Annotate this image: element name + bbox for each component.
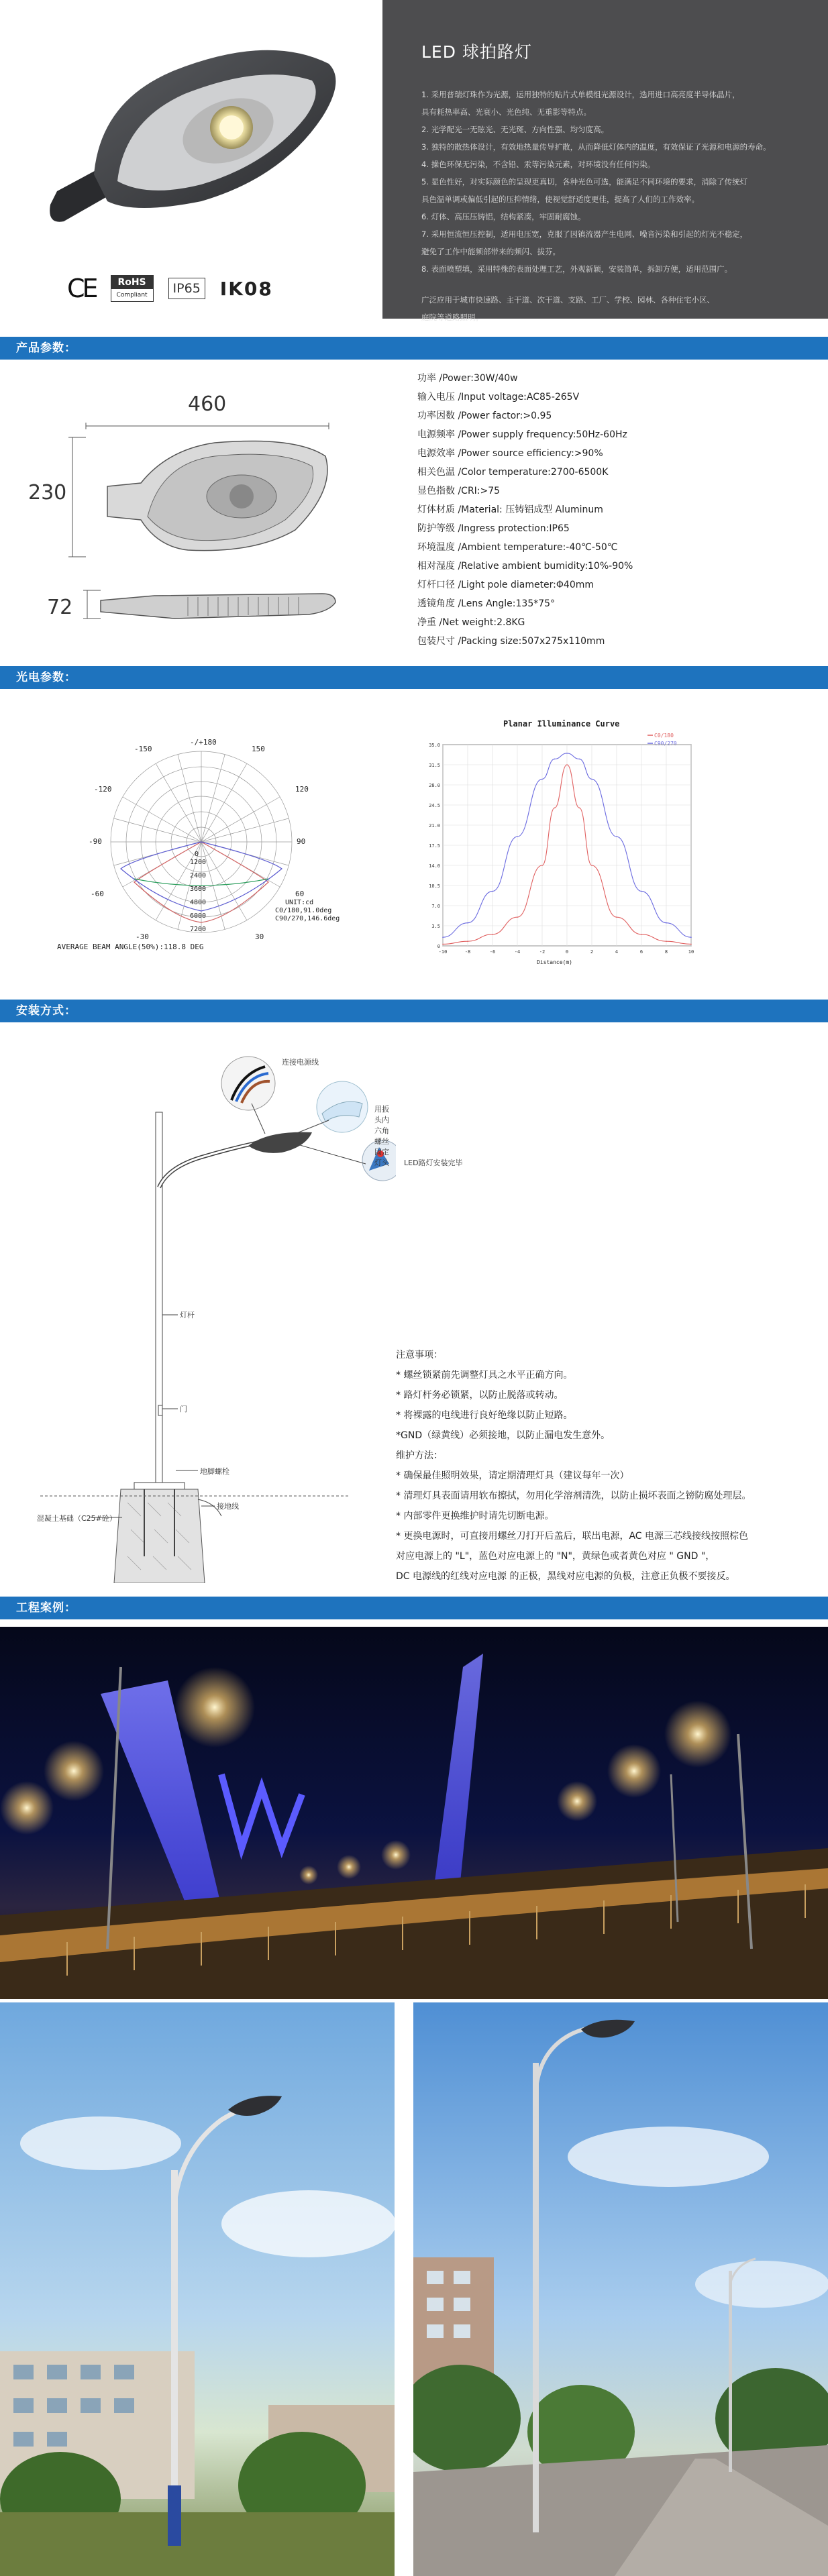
data-point	[579, 807, 580, 808]
ce-mark: CE	[67, 274, 96, 303]
spec-row: 电源效率 /Power source efficiency:>90%	[417, 448, 603, 459]
y-tick-label: 10.5	[429, 883, 440, 889]
data-point	[554, 759, 556, 760]
data-point	[666, 941, 667, 942]
callout-fix-lamp: 用扳头内六角螺丝固定灯头	[374, 1105, 389, 1167]
section-bar-photometric: 光电参数：	[0, 666, 828, 689]
notes-block: 注意事项： * 螺丝锁紧前先调整灯具之水平正确方向。 * 路灯杆务必锁紧，以防止脱落或转动。 * 将裸露的电线进行良好绝缘以防止短路。 *GND（绿黄线）必须接地，以防止漏电发生意外。 维护方法： * 确保最佳照明效果，请定期清理灯具（建议每年一次） * 清理灯具表面请用软布擦拭，勿用化学溶剂清洗，以防止损坏表面之镑防腐处理层。 * 内部零件更换维护时请先切断电源。 * 更换电源时，可直接用螺丝刀打开后盖后，联出电源，AC 电源三芯线接线按照棕色 对应电源上的 "L"，蓝色对应电源上的 "N"，黄绿色或者黄色对应 " GND "， DC 电源线的红线对应电源 的正极，黑线对应电源的负极，注意正负极不要接反。	[396, 1345, 812, 1587]
spec-list	[417, 369, 633, 651]
data-point	[666, 922, 667, 924]
x-tick-label: 10	[688, 949, 694, 955]
data-point	[442, 936, 444, 938]
section-bar-params: 产品参数：	[0, 337, 828, 360]
case-photo-street-day-2	[413, 2002, 828, 2576]
spec-row: 显色指数 /CRI:>75	[417, 486, 501, 496]
feature-list: 1. 采用普瑞灯珠作为光源，运用独特的贴片式单模组光源设计，选用进口高亮度半导体晶片， 具有耗热率高、光衰小、光色纯、无重影等特点。 2. 光学配光一无眩光、无光斑、方向性强、均匀度高。 3. 独特的散热体设计，有效地热量传导扩散，从而降低灯体内的温度，有效保证了光源和电源的寿命。 4. 操色环保无污染，不含铅、汞等污染元素，对环境没有任何污染。 5. 显色性好，对实际颜色的呈现更真切，各种光色可选，能满足不同环境的要求，消除了传统灯 具色温单调或偏低引起的压抑情绪，使视觉舒适度更佳，提高了人们的工作效率。 6. 灯体、高压压铸铝，结构紧凑，牢固耐腐蚀。 7. 采用恒流恒压控制，适用电压宽，克服了因镇流器产生电网、噪音污染和引起的灯光不稳定， 避免了工作中能频部带来的频闪、拔芬。 8. 表面喷塑填，采用特殊的表面处理工艺，外观新颖，安装简单，拆卸方便，适用范围广。	[421, 90, 771, 274]
data-point	[442, 944, 444, 945]
product-hero	[0, 0, 382, 319]
spec-row: 灯体材质 /Material: 压铸铝成型 Aluminum	[417, 504, 603, 515]
data-point	[517, 916, 518, 918]
spec-row: 相关色温 /Color temperature:2700-6500K	[417, 467, 609, 478]
x-tick-label: -4	[514, 949, 521, 955]
street-lamp-product-image	[0, 0, 382, 268]
y-tick-label: 21.0	[429, 823, 440, 828]
y-tick-label: 35.0	[429, 743, 440, 748]
spec-row: 包装尺寸 /Packing size:507x275x110mm	[417, 636, 605, 647]
ip-rating-badge: IP65	[168, 278, 205, 299]
data-point	[616, 916, 617, 918]
data-point	[641, 891, 642, 892]
ik-rating: IK08	[219, 277, 273, 300]
product-intro-panel	[382, 0, 828, 322]
y-tick-label: 7.0	[431, 904, 440, 909]
data-point	[690, 944, 692, 945]
dim-thickness: 72	[47, 596, 73, 619]
spec-row: 净重 /Net weight:2.8KG	[417, 617, 525, 628]
product-title: LED 球拍路灯	[421, 42, 532, 62]
data-point	[541, 865, 543, 866]
certification-row	[67, 275, 273, 302]
x-tick-label: 8	[664, 949, 668, 955]
x-tick-label: -6	[489, 949, 496, 955]
notes-heading: 注意事项：	[396, 1350, 443, 1360]
spec-row: 灯杆口径 /Light pole diameter:Φ40mm	[417, 580, 594, 590]
section-bar-cases: 工程案例：	[0, 1597, 828, 1619]
x-tick-label: 4	[615, 949, 619, 955]
polar-grid	[94, 738, 349, 959]
maintenance-heading: 维护方法：	[396, 1450, 443, 1461]
label-anchor-bolt: 地脚螺栓	[200, 1467, 229, 1476]
dimension-drawing	[13, 389, 389, 644]
x-tick-label: 6	[639, 949, 643, 955]
y-tick-label: 24.5	[429, 803, 440, 808]
y-tick-label: 31.5	[429, 763, 440, 768]
dim-height: 230	[28, 481, 67, 504]
legend-entry: C0/180	[654, 733, 674, 739]
data-point	[579, 759, 580, 760]
data-point	[554, 807, 556, 808]
data-point	[641, 934, 642, 935]
street-scene-2	[413, 2002, 828, 2576]
x-axis-label: Distance(m)	[537, 959, 572, 965]
data-point	[591, 865, 592, 866]
callout-connect-wire: 连接电源线	[282, 1058, 319, 1067]
bridge-scene	[0, 1627, 828, 1999]
data-point	[566, 753, 568, 754]
spec-row: 输入电压 /Input voltage:AC85-265V	[417, 392, 580, 402]
section-bar-install: 安装方式：	[0, 1000, 828, 1022]
label-ground-wire: 接地线	[217, 1502, 239, 1511]
street-scene-1	[0, 2002, 395, 2576]
spec-row: 功率 /Power:30W/40w	[417, 373, 518, 384]
label-foundation: 混凝土基础（C25#砼）	[37, 1514, 117, 1523]
y-tick-label: 3.5	[431, 924, 440, 929]
data-point	[492, 934, 493, 935]
case-photo-bridge-night	[0, 1627, 828, 1999]
y-tick-label: 0	[437, 944, 440, 949]
data-point	[467, 922, 468, 924]
y-tick-label: 28.0	[429, 783, 440, 788]
data-point	[492, 891, 493, 892]
spec-row: 环境温度 /Ambient temperature:-40℃-50℃	[417, 542, 618, 553]
spec-row: 相对湿度 /Relative ambient bumidity:10%-90%	[417, 561, 633, 572]
y-tick-label: 14.0	[429, 863, 440, 869]
dimension-lines	[13, 389, 389, 644]
label-pole: 灯杆	[180, 1311, 195, 1320]
x-tick-label: 0	[565, 949, 569, 955]
chart-plot	[423, 718, 705, 973]
label-door: 门	[180, 1405, 187, 1413]
x-tick-label: -10	[438, 949, 448, 955]
rohs-badge: RoHS Compliant	[111, 275, 154, 302]
pole-drawing	[0, 1033, 396, 1583]
x-tick-label: -8	[464, 949, 471, 955]
spec-row: 功率因数 /Power factor:>0.95	[417, 411, 552, 421]
data-point	[690, 936, 692, 938]
data-point	[467, 941, 468, 942]
spec-row: 透镜角度 /Lens Angle:135*75°	[417, 598, 556, 609]
data-point	[517, 836, 518, 837]
data-point	[566, 764, 568, 765]
polar-diagram: -150 -/+180 150 -120 -90 -60 -30 120 90 60 30 0 1200 2400 3600 4800 6000 7200 UNIT:cd C0/180,91.0deg C90/270,146.6deg AVERAGE BEAM ANGLE(50%):118.8 DEG	[94, 738, 349, 959]
x-tick-label: -2	[539, 949, 546, 955]
application-text: 广泛应用于城市快速路、主干道、次干道、支路、工厂、学校、园林、各种住宅小区、 庭院等道路照明。	[421, 295, 715, 322]
data-point	[616, 836, 617, 837]
callout-installed: LED路灯安装完毕	[404, 1159, 463, 1167]
dim-width: 460	[188, 392, 227, 416]
data-point	[591, 779, 592, 780]
case-photo-street-day-1	[0, 2002, 395, 2576]
data-point	[541, 779, 543, 780]
chart-title: Planar Illuminance Curve	[503, 719, 620, 729]
spec-row: 防护等级 /Ingress protection:IP65	[417, 523, 570, 534]
legend-entry: C90/270	[654, 741, 677, 747]
x-tick-label: 2	[590, 949, 594, 955]
spec-row: 电源频率 /Power supply frequency:50Hz-60Hz	[417, 429, 627, 440]
illuminance-chart	[423, 718, 705, 973]
y-tick-label: 17.5	[429, 843, 440, 849]
